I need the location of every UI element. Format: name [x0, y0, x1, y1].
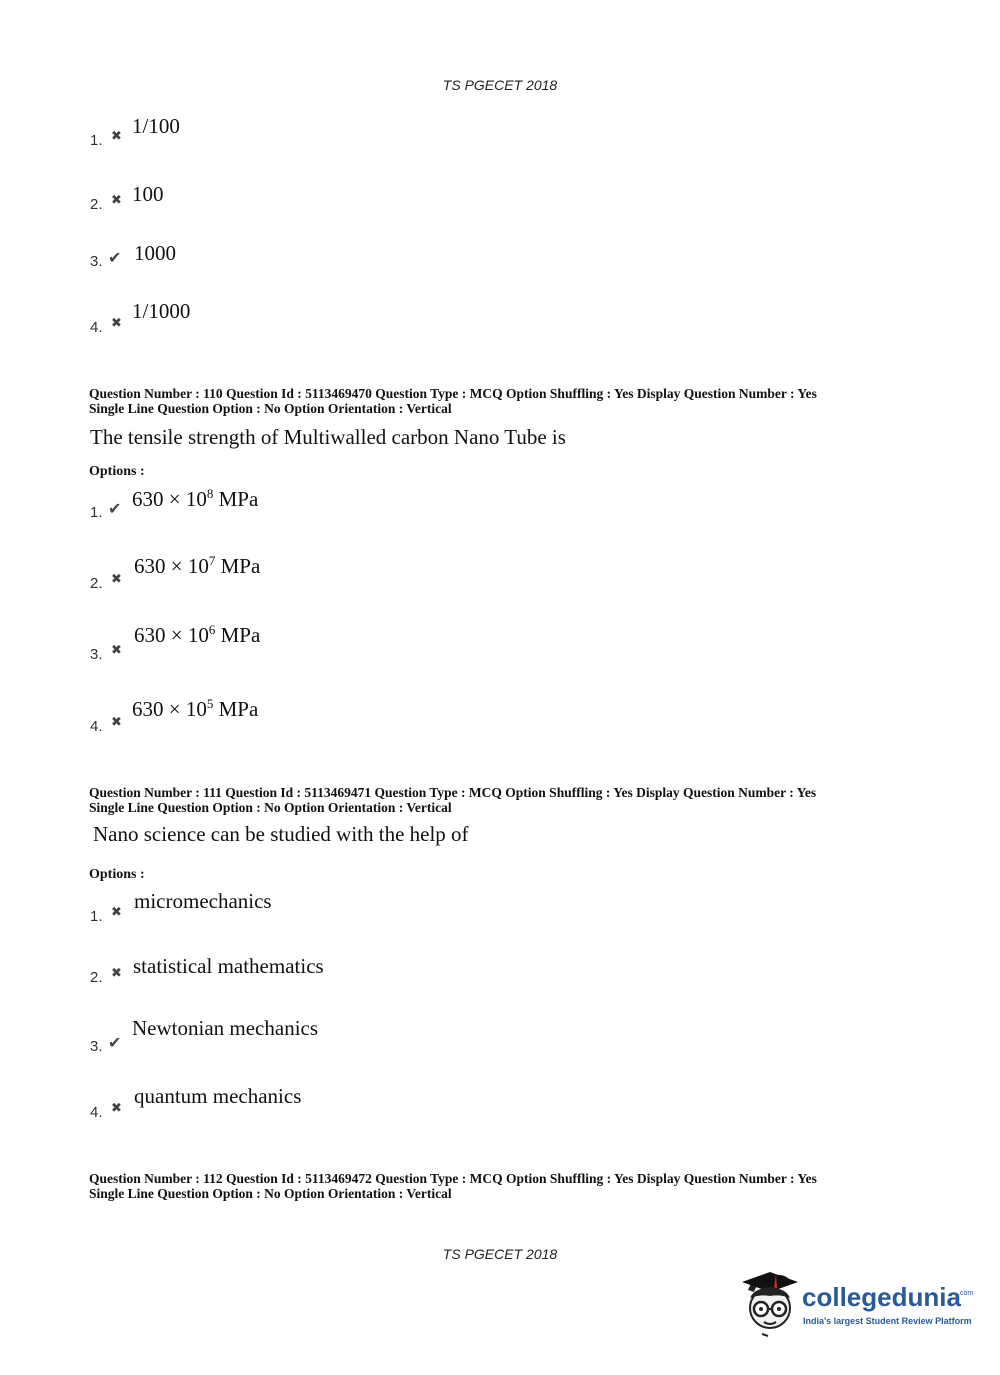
logo-tagline: India's largest Student Review Platform [803, 1316, 972, 1326]
question-meta-line2: Single Line Question Option : No Option Orientation : Vertical [89, 800, 452, 815]
question-meta-line2: Single Line Question Option : No Option Orientation : Vertical [89, 1186, 452, 1201]
option-text: Newtonian mechanics [132, 1016, 319, 1040]
logo-suffix: .com [958, 1290, 974, 1297]
option-number: 4. [90, 319, 103, 336]
option-text: $630 \times 10^7$ MPa [134, 553, 261, 578]
logo-name: collegedunia [802, 1282, 961, 1312]
page-footer: TS PGECET 2018 [442, 1246, 558, 1262]
collegedunia-logo [740, 1268, 974, 1338]
question-meta-line1: Question Number : 111 Question Id : 5113469471 Question Type : MCQ Option Shuffling : Yes Display Question Number : Yes [89, 785, 817, 800]
option-text: 100 [132, 182, 164, 206]
question-meta-line2: Single Line Question Option : No Option Orientation : Vertical [89, 401, 452, 416]
options-label: Options : [89, 464, 145, 479]
option-number: 1. [90, 504, 103, 521]
option-text: 1/100 [132, 114, 180, 138]
wrong-icon: ✖ [111, 643, 122, 658]
option-number: 2. [90, 969, 103, 986]
check-icon: ✔ [108, 248, 122, 267]
wrong-icon: ✖ [111, 193, 122, 208]
check-icon: ✔ [108, 499, 122, 518]
mascot-icon [740, 1268, 802, 1338]
option-number: 3. [90, 1038, 103, 1055]
option-number: 4. [90, 1104, 103, 1121]
option-number: 1. [90, 908, 103, 925]
option-text: $630 \times 10^8$ MPa [132, 486, 259, 511]
wrong-icon: ✖ [111, 715, 122, 730]
wrong-icon: ✖ [111, 966, 122, 981]
wrong-icon: ✖ [111, 1101, 122, 1116]
option-text: statistical mathematics [133, 954, 324, 978]
question-text: Nano science can be studied with the help of [93, 822, 469, 846]
option-text: $630 \times 10^5$ MPa [132, 696, 259, 721]
wrong-icon: ✖ [111, 572, 122, 587]
option-number: 1. [90, 132, 103, 149]
wrong-icon: ✖ [111, 905, 122, 920]
check-icon: ✔ [108, 1033, 122, 1052]
option-number: 3. [90, 253, 103, 270]
option-text: $630 \times 10^6$ MPa [134, 622, 261, 647]
option-text: micromechanics [134, 889, 272, 913]
option-text: 1/1000 [132, 299, 191, 323]
question-text: The tensile strength of Multiwalled carbon Nano Tube is [90, 425, 566, 449]
option-text: quantum mechanics [134, 1084, 302, 1108]
wrong-icon: ✖ [111, 316, 122, 331]
option-text: 1000 [134, 241, 176, 265]
question-meta-line1: Question Number : 112 Question Id : 5113469472 Question Type : MCQ Option Shuffling : Yes Display Question Number : Yes [89, 1171, 817, 1186]
page-header: TS PGECET 2018 [442, 77, 558, 93]
option-number: 3. [90, 646, 103, 663]
option-number: 2. [90, 575, 103, 592]
question-meta-line1: Question Number : 110 Question Id : 5113469470 Question Type : MCQ Option Shuffling : Yes Display Question Number : Yes [89, 386, 817, 401]
option-number: 4. [90, 718, 103, 735]
option-number: 2. [90, 196, 103, 213]
options-label: Options : [89, 867, 145, 882]
wrong-icon: ✖ [111, 129, 122, 144]
